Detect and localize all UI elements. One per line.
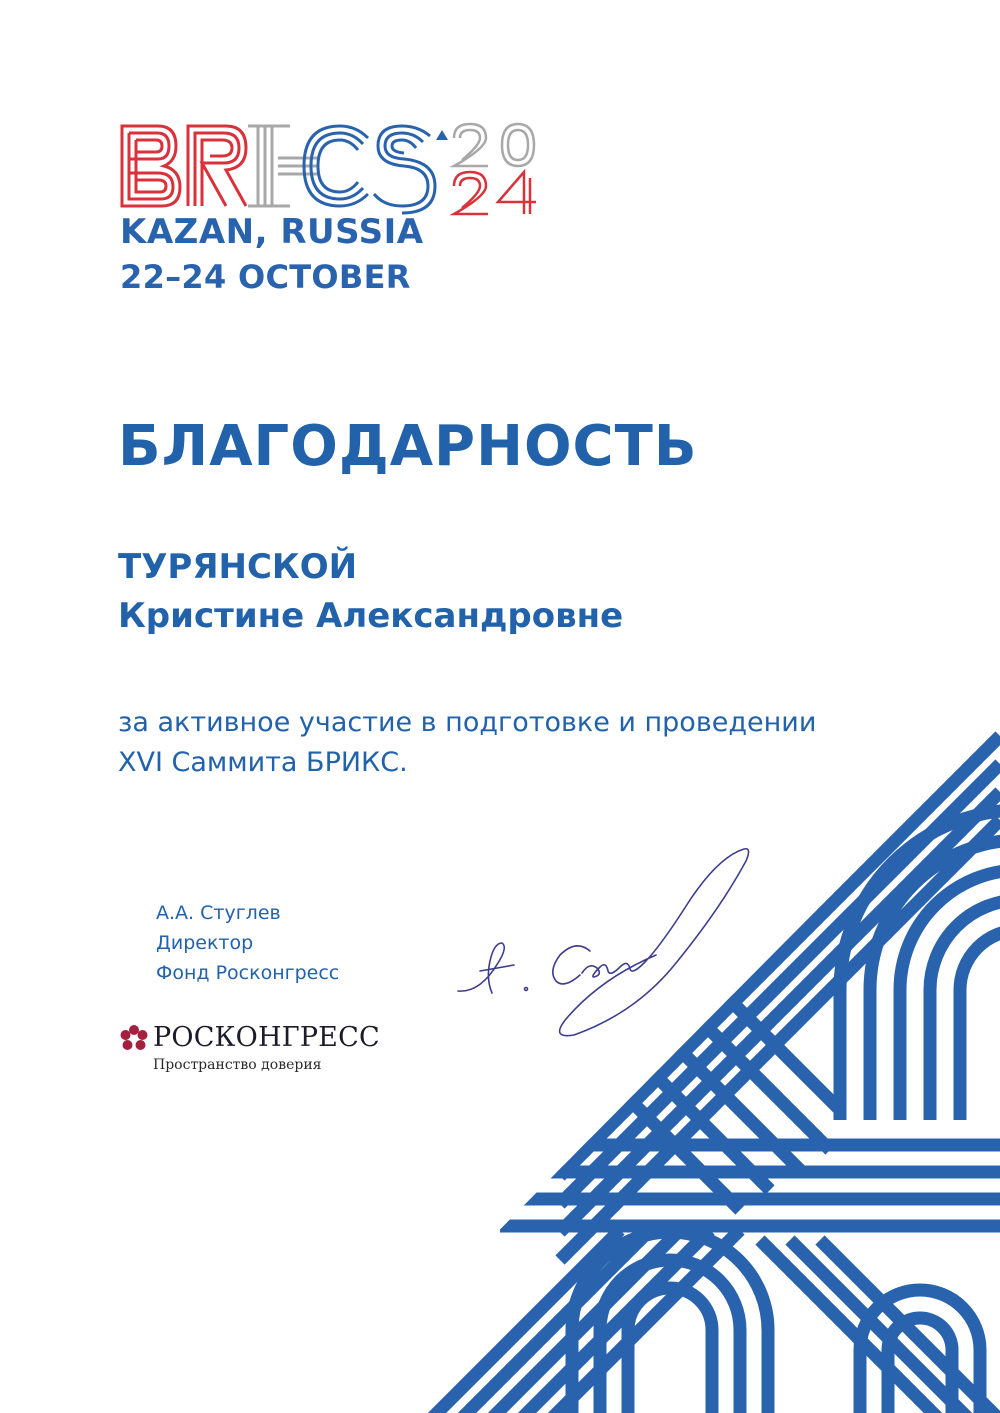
reason-text <box>118 703 918 783</box>
signer-name: А.А. Стуглев <box>156 902 281 924</box>
reason-line-1: за активное участие в подготовке и проведении <box>118 707 817 738</box>
reason-line-2: XVI Саммита БРИКС. <box>118 747 408 778</box>
handwritten-signature-icon <box>450 843 760 1043</box>
brics-logo <box>118 118 538 296</box>
roscongress-tagline: Пространство доверия <box>153 1057 322 1073</box>
logo-dates: 22–24 OCTOBER <box>120 258 411 296</box>
recipient-surname: ТУРЯНСКОЙ <box>118 547 358 587</box>
flower-icon <box>118 1023 150 1055</box>
logo-city: KAZAN, RUSSIA <box>120 212 424 252</box>
signer-block <box>156 898 339 988</box>
brics-2024-wordmark <box>118 118 538 218</box>
certificate-title: БЛАГОДАРНОСТЬ <box>118 414 698 479</box>
signer-position: Директор <box>156 932 254 954</box>
recipient-name: Кристине Александровне <box>118 596 624 636</box>
signer-organization: Фонд Росконгресс <box>156 962 340 984</box>
roscongress-name: РОСКОНГРЕСС <box>153 1022 380 1053</box>
